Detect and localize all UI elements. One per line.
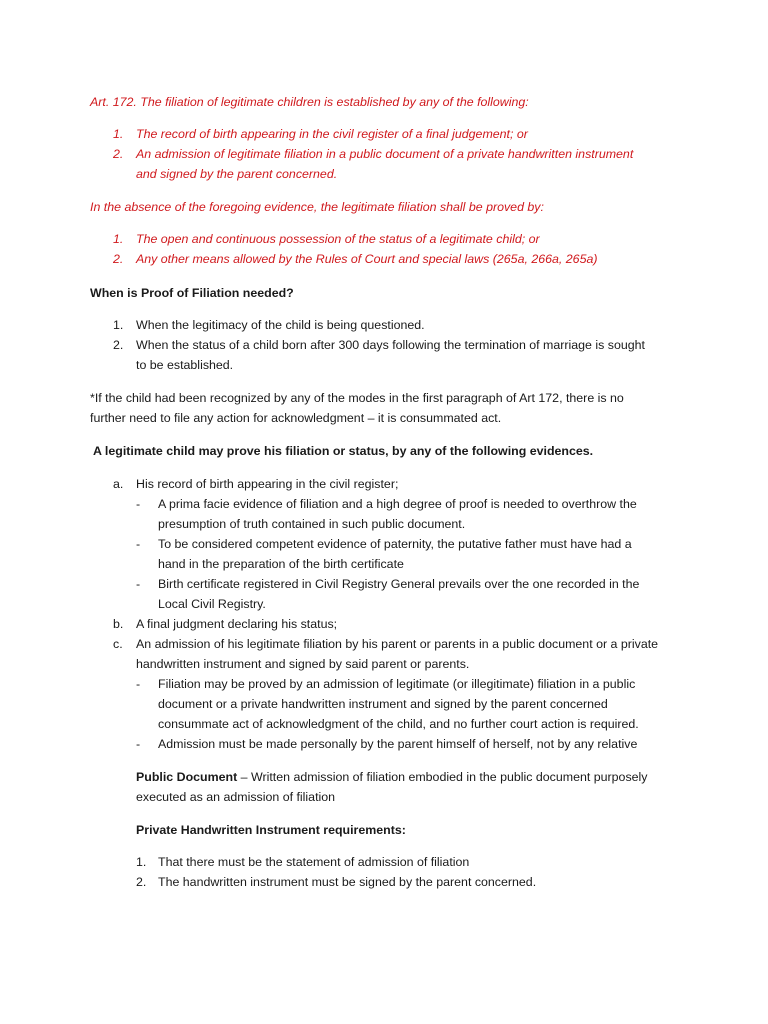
art172-item-2-text-cont: and signed by the parent concerned.	[136, 167, 338, 181]
art172-item-1-text: The record of birth appearing in the civil register of a final judgement; or	[136, 127, 528, 141]
evidence-c-letter: c.	[113, 637, 123, 651]
bullet-dash: -	[136, 577, 141, 591]
evidence-c-bullet-1: Filiation may be proved by an admission of legitimate (or illegitimate) filiation in a public	[158, 677, 636, 691]
bullet-dash: -	[136, 497, 141, 511]
bullet-dash: -	[136, 677, 141, 691]
evidence-a-bullet-3: Birth certificate registered in Civil Registry General prevails over the one recorded in the	[158, 577, 640, 591]
proof-item-1-num: 1.	[113, 318, 124, 332]
private-instrument-heading: Private Handwritten Instrument requirements:	[136, 823, 406, 837]
evidence-c-text-cont: handwritten instrument and signed by said parent or parents.	[136, 657, 470, 671]
private-item-1-num: 1.	[136, 855, 147, 869]
evidence-c-bullet-2: Admission must be made personally by the parent himself of herself, not by any relative	[158, 737, 638, 751]
proof-note-line-2: further need to file any action for acknowledgment – it is consummated act.	[90, 411, 502, 425]
evidence-c-text: An admission of his legitimate filiation by his parent or parents in a public document or a private	[136, 637, 659, 651]
art172-heading: Art. 172. The filiation of legitimate children is established by any of the following:	[90, 95, 529, 109]
evidence-c-bullet-1-cont: document or a private handwritten instrument and signed by the parent concerned	[158, 697, 608, 711]
private-item-2-text: The handwritten instrument must be signed by the parent concerned.	[158, 875, 537, 889]
proof-heading: When is Proof of Filiation needed?	[90, 286, 294, 300]
public-document-text: Written admission of filiation embodied in the public document purposely	[250, 770, 648, 784]
absence-item-2-text: Any other means allowed by the Rules of Court and special laws (265a, 266a, 265a)	[136, 252, 598, 266]
evidences-heading: A legitimate child may prove his filiation or status, by any of the following evidences.	[93, 444, 594, 458]
evidence-b-letter: b.	[113, 617, 124, 631]
absence-item-2-num: 2.	[113, 252, 124, 266]
proof-item-2-text-cont: to be established.	[136, 358, 234, 372]
proof-item-1-text: When the legitimacy of the child is being questioned.	[136, 318, 425, 332]
evidence-c-bullet-1-cont2: consummate act of acknowledgment of the child, and no further court action is required.	[158, 717, 639, 731]
private-item-1-text: That there must be the statement of admission of filiation	[158, 855, 470, 869]
absence-item-1-num: 1.	[113, 232, 124, 246]
evidence-a-bullet-2: To be considered competent evidence of paternity, the putative father must have had a	[158, 537, 632, 551]
proof-item-2-text: When the status of a child born after 300 days following the termination of marriage is sought	[136, 338, 645, 352]
evidence-a-letter: a.	[113, 477, 124, 491]
public-document-dash: –	[237, 770, 251, 784]
public-document-line-2: executed as an admission of filiation	[136, 790, 336, 804]
evidence-a-bullet-1: A prima facie evidence of filiation and a high degree of proof is needed to overthrow the	[158, 497, 637, 511]
art172-item-1-num: 1.	[113, 127, 124, 141]
evidence-a-bullet-2-cont: hand in the preparation of the birth certificate	[158, 557, 404, 571]
evidence-a-text: His record of birth appearing in the civil register;	[136, 477, 399, 491]
absence-item-1-text: The open and continuous possession of the status of a legitimate child; or	[136, 232, 540, 246]
public-document-line-1	[136, 769, 647, 785]
proof-note-line-1: *If the child had been recognized by any of the modes in the first paragraph of Art 172, there is no	[90, 391, 624, 405]
proof-item-2-num: 2.	[113, 338, 124, 352]
evidence-a-bullet-3-cont: Local Civil Registry.	[158, 597, 266, 611]
art172-item-2-text: An admission of legitimate filiation in a public document of a private handwritten instrument	[136, 147, 634, 161]
art172-item-2-num: 2.	[113, 147, 124, 161]
public-document-term: Public Document	[136, 770, 238, 784]
evidence-b-text: A final judgment declaring his status;	[136, 617, 338, 631]
private-item-2-num: 2.	[136, 875, 147, 889]
evidence-a-bullet-1-cont: presumption of truth contained in such public document.	[158, 517, 466, 531]
absence-heading: In the absence of the foregoing evidence, the legitimate filiation shall be proved by:	[90, 200, 544, 214]
bullet-dash: -	[136, 737, 141, 751]
bullet-dash: -	[136, 537, 141, 551]
